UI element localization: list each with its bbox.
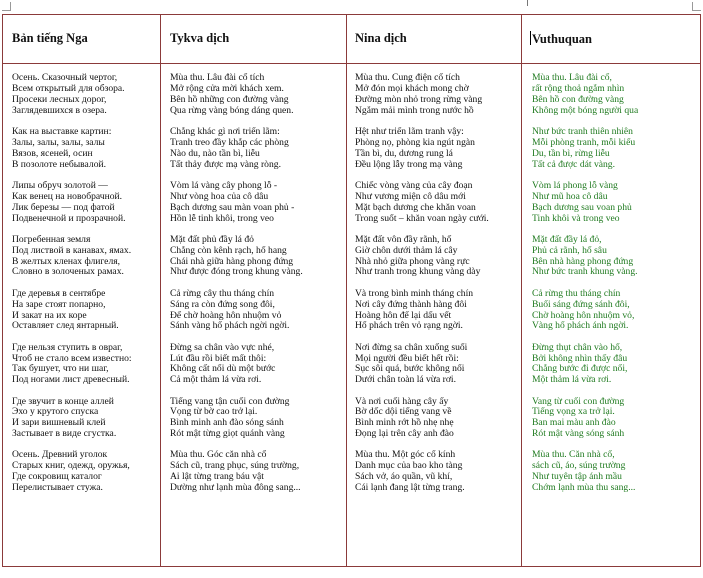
stanza <box>170 73 303 117</box>
poem-line: Словно в золоченых рамах. <box>12 266 124 278</box>
header-vuthuquan[interactable] <box>530 31 592 47</box>
poem-line: Và trong bình minh tháng chín <box>355 287 474 299</box>
poem-line: Mặt đất phủ đầy lá đỏ <box>170 233 254 245</box>
poem-line: Du, tần bì, rừng liễu <box>532 147 610 159</box>
stanza <box>170 127 303 171</box>
poem-line: Лик березы — под фатой <box>12 201 115 213</box>
stanza <box>170 181 303 225</box>
stanza <box>170 289 303 333</box>
poem-line: Như mũ hoa cô dâu <box>532 190 608 202</box>
poem-line: Tiếng vang tận cuối con đường <box>170 395 290 407</box>
poem-line: Vàng hổ phách ánh ngời. <box>532 320 629 332</box>
stanza <box>170 343 303 387</box>
stanza <box>12 181 132 225</box>
poem-line: В позолоте небывалой. <box>12 158 107 170</box>
poem-line: Như vòng hoa của cô dâu <box>170 190 269 202</box>
poem-line: Tất cả được dát vàng. <box>532 158 615 170</box>
poem-line: Так бушует, что ни шаг, <box>12 363 109 375</box>
stanza <box>532 397 638 441</box>
poem-line: Mùa thu. Cung điện cổ tích <box>355 72 460 83</box>
poem-line: Mùa thu. Lâu đài cổ tích <box>170 72 265 83</box>
stanza <box>532 235 638 279</box>
poem-line: Как на выставке картин: <box>12 125 112 137</box>
stanza <box>355 289 489 333</box>
poem-line: Залы, залы, залы, залы <box>12 136 105 148</box>
poem-line: Qua rừng vàng bóng dáng quen. <box>170 104 294 116</box>
poem-line: Không cất nổi dù một bước <box>170 363 276 375</box>
poem-line: Mặt đất đầy lá đỏ, <box>532 233 602 245</box>
poem-line: Оставляет след янтарный. <box>12 320 119 332</box>
poem-line: Старых книг, одежд, оружья, <box>12 460 130 472</box>
poem-line: Mặt bạch dương che khăn voan <box>355 201 476 213</box>
stanza <box>532 127 638 171</box>
poem-line: Giờ chôn dưới thảm lá cây <box>355 244 458 256</box>
poem-line: Mặt đất vôn đầy rãnh, hố <box>355 233 452 245</box>
poem-line: Nhà nhỏ giữa phong vàng rực <box>355 255 470 267</box>
poem-line: Bên hồ con đường vàng <box>532 93 624 105</box>
poem-line: Подвенечной и прозрачной. <box>12 212 126 224</box>
poem-line: Mùa thu. Căn nhà cổ, <box>532 449 615 461</box>
stanza <box>355 450 489 494</box>
poem-line: Tranh treo đầy khắp các phòng <box>170 136 289 148</box>
column-russian[interactable] <box>12 73 132 504</box>
poem-line: Trong suốt – khăn voan ngày cưới. <box>355 212 489 224</box>
poem-line: Hổ phách trên vỏ rạng ngời. <box>355 320 463 332</box>
poem-line: Ngắm mải mình trong nước hồ <box>355 104 474 116</box>
poem-line: Như tranh trong khung vàng dày <box>355 266 481 278</box>
stanza <box>355 397 489 441</box>
stanza <box>12 289 132 333</box>
stanza <box>12 343 132 387</box>
poem-line: Bạch dương sau màn voan phủ - <box>170 201 295 213</box>
stanza <box>12 235 132 279</box>
poem-line: Như vương miện cô dâu mới <box>355 190 466 202</box>
poem-line: Hệt như triển lãm tranh vậy: <box>355 125 464 137</box>
header-tykva[interactable]: Tykva dịch <box>170 31 230 45</box>
poem-line: Chái nhà giữa hàng phong đứng <box>170 255 294 267</box>
poem-line: Lút đầu rồi biết mất thôi: <box>170 352 267 364</box>
poem-line: Где деревья в сентябре <box>12 287 106 299</box>
poem-line: Không một bóng người qua <box>532 104 639 116</box>
poem-line: Chẳng còn kênh rạch, hố hang <box>170 244 287 256</box>
poem-line: Đọng lại trên cây anh đào <box>355 428 454 440</box>
stanza <box>355 235 489 279</box>
poem-line: Phòng nọ, phòng kia ngút ngàn <box>355 136 475 148</box>
poem-line: Bên hồ những con đường vàng <box>170 93 289 105</box>
stanza <box>170 235 303 279</box>
poem-line: Застывает в виде сгустка. <box>12 428 117 440</box>
poem-line: Đều lộng lẫy trong mạ vàng <box>355 158 463 170</box>
column-divider <box>160 15 161 566</box>
poem-line: Tần bì, du, dương rung lá <box>355 147 453 159</box>
poem-line: Mở đón mọi khách mong chờ <box>355 82 469 94</box>
poem-line: Bởi không nhìn thấy đâu <box>532 352 628 364</box>
poem-line: Dường như lạnh mùa đông sang... <box>170 482 301 494</box>
poem-line: Просеки лесных дорог, <box>12 93 107 105</box>
poem-line: Cả rừng thu tháng chín <box>532 287 621 299</box>
poem-line: Nơi đừng sa chân xuống suối <box>355 341 468 353</box>
poem-line: Под листвой в канавах, ямах. <box>12 244 132 256</box>
header-vuthuquan-label: Vuthuquan <box>532 32 593 46</box>
stanza <box>12 73 132 117</box>
poem-line: Bên nhà hàng phong đứng <box>532 255 634 267</box>
poem-line: Как венец на новобрачной. <box>12 190 123 202</box>
poem-line: Осень. Древний уголок <box>12 449 108 461</box>
stanza <box>355 127 489 171</box>
poem-line: Như được đóng trong khung vàng. <box>170 266 303 278</box>
column-divider <box>521 15 522 566</box>
poem-line: Mở rộng cửa mời khách xem. <box>170 82 284 94</box>
page-corner-mark <box>692 2 701 11</box>
poem-line: Заглядевшихся в озера. <box>12 104 107 116</box>
text-cursor <box>530 31 531 45</box>
poem-line: И зари вишневый клей <box>12 417 106 429</box>
poem-line: Осень. Сказочный чертог, <box>12 72 118 83</box>
poem-line: Где сокровищ каталог <box>12 471 102 483</box>
poem-line: Vang từ cuối con đường <box>532 395 625 407</box>
poem-line: Ai lật từng trang báu vật <box>170 471 264 483</box>
poem-line: Chiếc vòng vàng của cây đoạn <box>355 179 473 191</box>
stanza <box>532 450 638 494</box>
poem-line: Chờ hoàng hôn nhuộm vỏ, <box>532 309 635 321</box>
poem-line: Sách vở, áo quần, vũ khí, <box>355 471 453 483</box>
stanza <box>532 289 638 333</box>
stanza <box>532 181 638 225</box>
poem-line: Rót mật vàng sóng sánh <box>532 428 625 440</box>
poem-line: Где нельзя ступить в овраг, <box>12 341 123 353</box>
poem-line: Phủ cả rãnh, hố sâu <box>532 244 607 256</box>
poem-line: Để chờ hoàng hôn nhuộm vỏ <box>170 309 282 321</box>
stanza <box>12 397 132 441</box>
stanza <box>532 73 638 117</box>
poem-line: Chẳng khác gì nơi triển lãm: <box>170 125 280 137</box>
poem-line: Đừng sa chân vào vực nhé, <box>170 341 275 353</box>
header-russian[interactable]: Bản tiếng Nga <box>12 31 88 45</box>
poem-line: Mùa thu. Một góc cổ kính <box>355 449 456 461</box>
poem-line: Sánh vàng hổ phách ngời ngời. <box>170 320 290 332</box>
poem-line: Một thảm lá vừa rơi. <box>532 374 612 386</box>
poem-line: Và nơi cuối hàng cây ấy <box>355 395 449 407</box>
table-header-row <box>3 15 700 64</box>
poem-line: Nào du, nào tần bì, liễu <box>170 147 260 159</box>
poem-line: Vọng từ bờ cao trở lại. <box>170 406 258 418</box>
poem-line: Chớm lạnh mùa thu sang... <box>532 482 636 494</box>
poem-line: Липы обруч золотой — <box>12 179 108 191</box>
poem-line: Перелистывает стужа. <box>12 482 103 494</box>
stanza <box>355 343 489 387</box>
poem-translation-table <box>2 14 701 567</box>
poem-line: Sách cũ, trang phục, súng trường, <box>170 460 300 472</box>
poem-line: Cả một thảm lá vừa rơi. <box>170 374 262 386</box>
poem-line: Эхо у крутого спуска <box>12 406 99 418</box>
poem-line: Bình minh anh đào sóng sánh <box>170 417 284 429</box>
poem-line: Như tuyên tập ánh mầu <box>532 471 622 483</box>
poem-line: Mỗi phòng tranh, mỗi kiểu <box>532 136 636 148</box>
column-vuthuquan[interactable] <box>532 73 638 504</box>
poem-line: Cả rừng cây thu tháng chín <box>170 287 275 299</box>
poem-line: Bạch dương sau voan phủ <box>532 201 632 213</box>
poem-line: Tất thảy được mạ vàng ròng. <box>170 158 281 170</box>
poem-line: Như bức tranh thiên nhiên <box>532 125 633 137</box>
poem-line: Đường mòn nhỏ trong rừng vàng <box>355 93 483 105</box>
poem-line: Dưới chân toàn lá vừa rơi. <box>355 374 456 386</box>
stanza <box>355 181 489 225</box>
poem-line: На заре стоят попарно, <box>12 298 106 310</box>
stanza <box>355 73 489 117</box>
poem-line: Всем открытый для обзора. <box>12 82 125 94</box>
column-nina[interactable] <box>355 73 489 504</box>
header-nina[interactable]: Nina dịch <box>355 31 407 45</box>
poem-line: Чтоб не стало всем известно: <box>12 352 132 364</box>
poem-line: Mùa thu. Lâu đài cổ, <box>532 72 612 83</box>
poem-line: В желтых кленах флигеля, <box>12 255 121 267</box>
page-corner-mark <box>2 2 11 11</box>
stanza <box>12 450 132 494</box>
poem-line: Danh mục của bao kho tàng <box>355 460 463 472</box>
poem-line: Вязов, ясеней, осин <box>12 147 93 159</box>
poem-line: Tinh khôi và trong veo <box>532 212 620 224</box>
poem-line: Под ногами лист древесный. <box>12 374 130 386</box>
poem-line: Mùa thu. Góc căn nhà cổ <box>170 449 267 461</box>
poem-line: Где звучит в конце аллей <box>12 395 114 407</box>
poem-line: Bình minh rớt hồ nhẹ nhẹ <box>355 417 454 429</box>
poem-line: Vòm lá vàng cây phong lỗ - <box>170 179 278 191</box>
stanza <box>12 127 132 171</box>
stanza <box>170 397 303 441</box>
poem-line: rất rộng thoả ngắm nhìn <box>532 82 625 94</box>
stanza <box>532 343 638 387</box>
column-tykva[interactable] <box>170 73 303 504</box>
poem-line: Buổi sáng đứng sánh đôi, <box>532 298 630 310</box>
poem-line: Rót mật từng giọt quánh vàng <box>170 428 285 440</box>
poem-line: Mọi người đều biết hết rồi: <box>355 352 459 364</box>
column-divider <box>346 15 347 566</box>
poem-line: Ban mai màu anh đào <box>532 417 616 429</box>
poem-line: Đừng thụt chân vào hố, <box>532 341 623 353</box>
ruler-marker <box>527 0 528 6</box>
poem-line: Bờ dốc dội tiếng vang về <box>355 406 452 418</box>
poem-line: Hoàng hôn để lại dấu vết <box>355 309 452 321</box>
poem-line: Cái lạnh đang lật từng trang. <box>355 482 465 494</box>
poem-line: И закат на их коре <box>12 309 87 321</box>
poem-line: sách cũ, áo, súng trường <box>532 460 626 472</box>
poem-line: Chẳng bước đi được nổi, <box>532 363 628 375</box>
poem-line: Sáng ra còn đứng song đôi, <box>170 298 275 310</box>
poem-line: Hồn lễ tinh khôi, trong veo <box>170 212 274 224</box>
poem-line: Vòm lá phong lỗ vàng <box>532 179 618 191</box>
poem-line: Sục sôi quá, bước không nổi <box>355 363 465 375</box>
poem-line: Погребенная земля <box>12 233 91 245</box>
stanza <box>170 450 303 494</box>
poem-line: Nơi cây đứng thành hàng đôi <box>355 298 467 310</box>
poem-line: Như bức tranh khung vàng. <box>532 266 638 278</box>
poem-line: Tiếng vọng xa trở lại. <box>532 406 615 418</box>
